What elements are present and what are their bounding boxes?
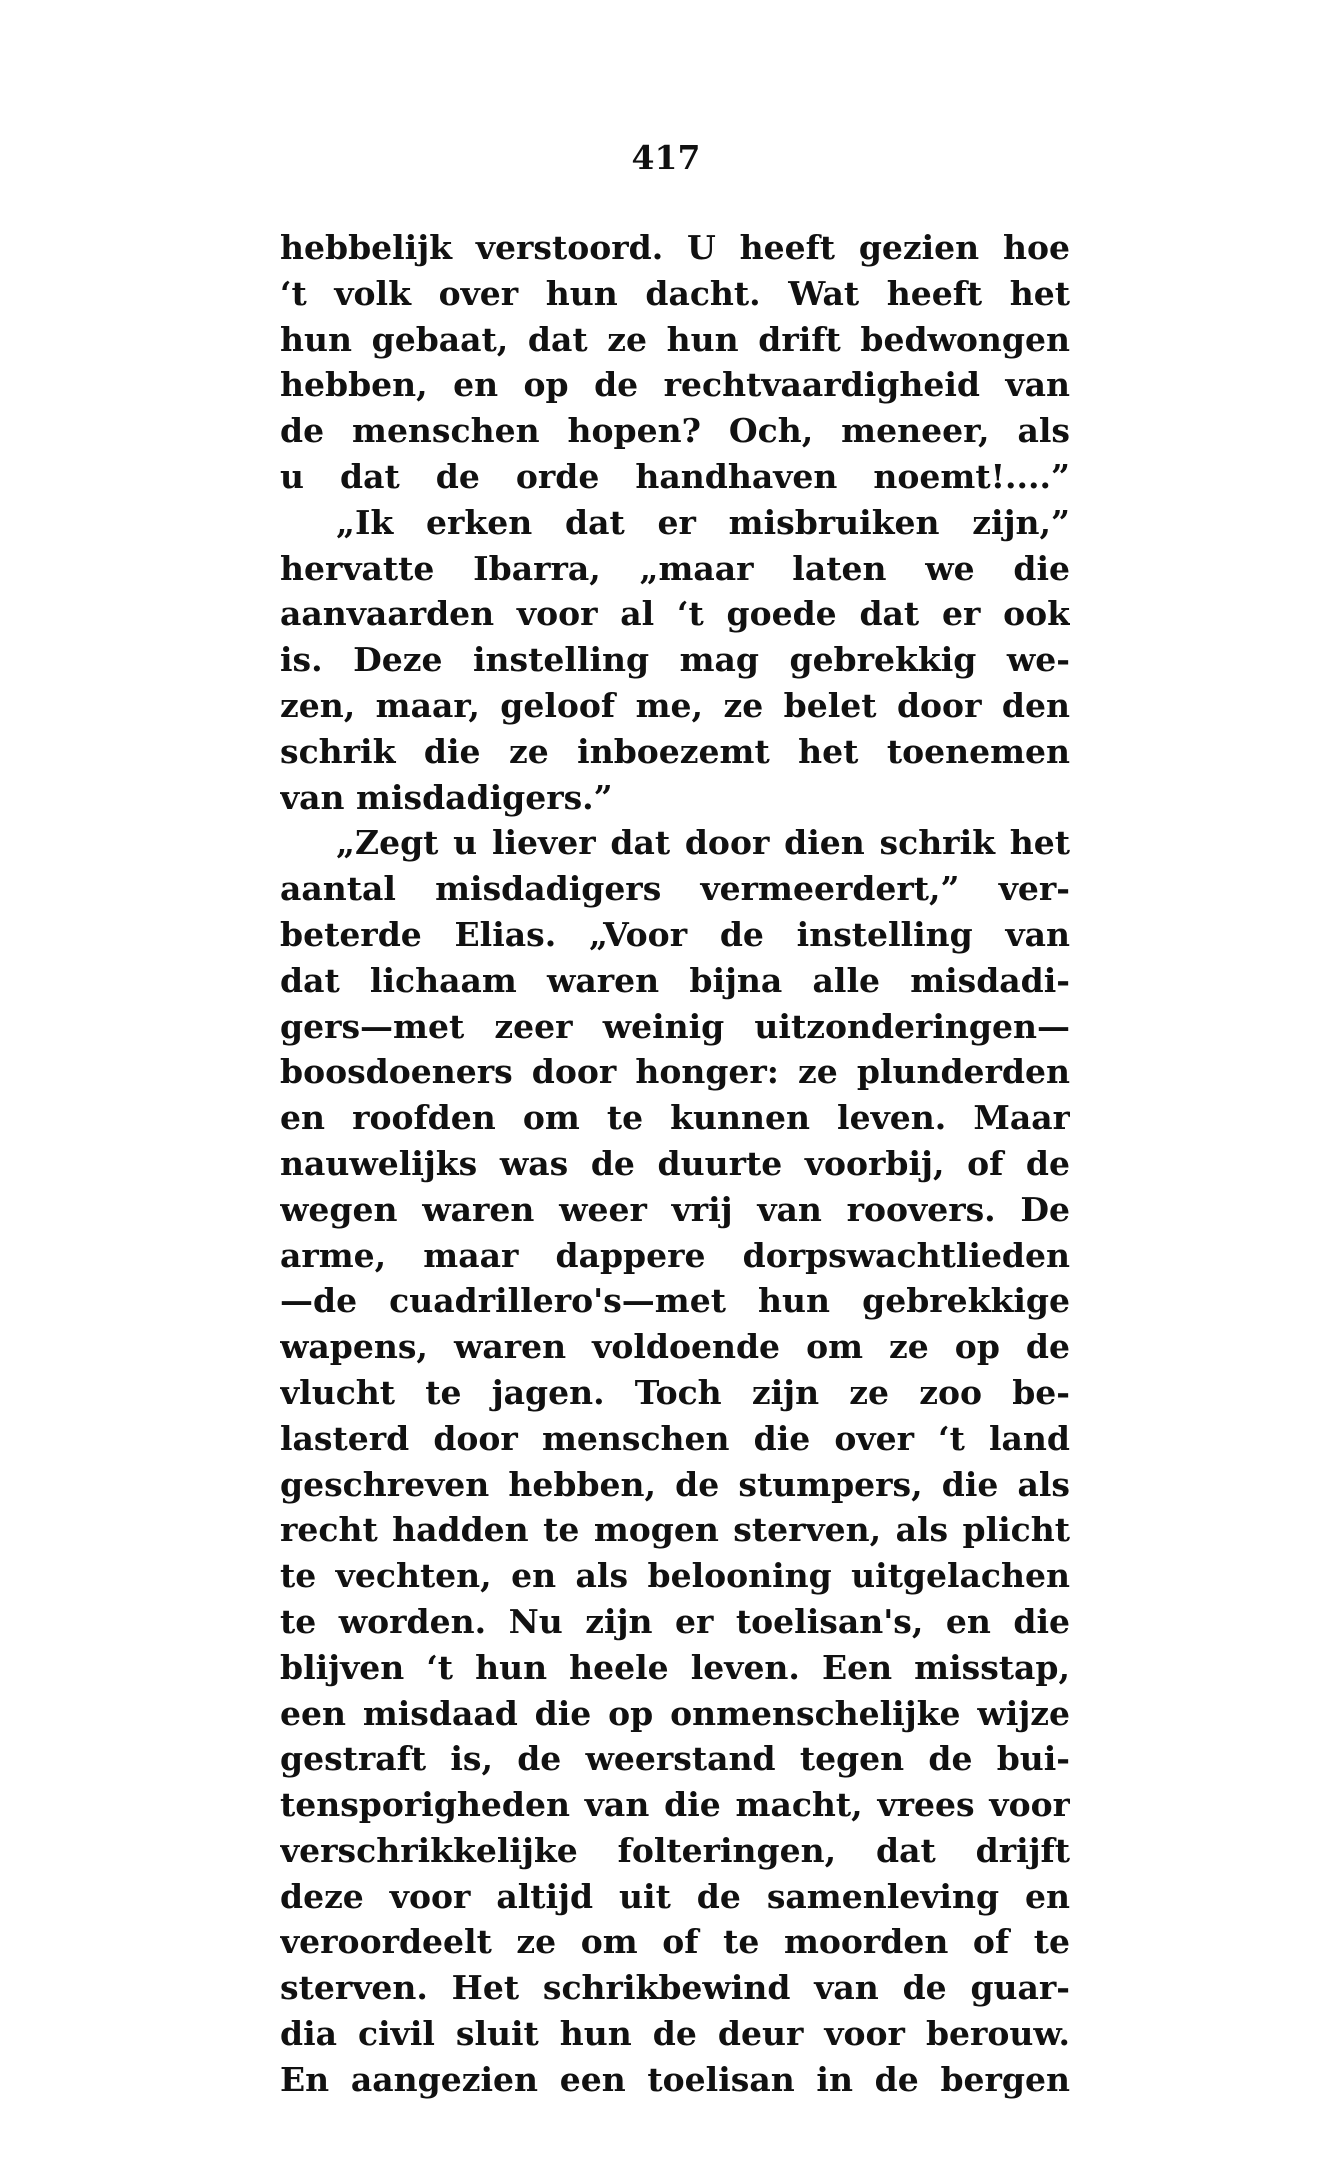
text-line: wapens, waren voldoende om ze op de — [280, 1327, 1070, 1367]
text-line: en roofden om te kunnen leven. Maar — [280, 1098, 1070, 1138]
text-line: beterde Elias. „Voor de instelling van — [280, 914, 1070, 954]
text-line: „Ik erken dat er misbruiken zijn,” — [336, 502, 1070, 542]
text-line: arme, maar dappere dorpswachtlieden — [280, 1235, 1070, 1275]
text-line: tensporigheden van die macht, vrees voor — [280, 1785, 1070, 1825]
page-number: 417 — [631, 138, 701, 177]
text-line: aanvaarden voor al ‘t goede dat er ook — [280, 594, 1070, 634]
text-line: veroordeelt ze om of te moorden of te — [280, 1922, 1070, 1962]
text-line: dia civil sluit hun de deur voor berouw. — [280, 2014, 1070, 2054]
text-line: hervatte Ibarra, „maar laten we die — [280, 548, 1070, 588]
text-line: boosdoeners door honger: ze plunderden — [280, 1052, 1070, 1092]
text-line: deze voor altijd uit de samenleving en — [280, 1876, 1070, 1916]
text-line: de menschen hopen? Och, meneer, als — [280, 411, 1070, 451]
text-line: „Zegt u liever dat door dien schrik het — [336, 823, 1070, 863]
text-line: verschrikkelijke folteringen, dat drijft — [280, 1830, 1070, 1870]
text-line: is. Deze instelling mag gebrekkig we- — [280, 640, 1070, 680]
text-line: ‘t volk over hun dacht. Wat heeft het — [280, 273, 1070, 313]
text-line: —de cuadrillero's—met hun gebrekkige — [280, 1281, 1070, 1321]
text-line: En aangezien een toelisan in de bergen — [280, 2059, 1070, 2099]
text-line: hun gebaat, dat ze hun drift bedwongen — [280, 319, 1070, 359]
text-line: schrik die ze inboezemt het toenemen — [280, 731, 1070, 771]
text-line: hebben, en op de rechtvaardigheid van — [280, 365, 1070, 405]
text-line: te vechten, en als belooning uitgelachen — [280, 1556, 1070, 1596]
text-line: van misdadigers.” — [280, 777, 613, 817]
text-line: een misdaad die op onmenschelijke wijze — [280, 1693, 1070, 1733]
text-line: lasterd door menschen die over ‘t land — [280, 1418, 1070, 1458]
text-line: aantal misdadigers vermeerdert,” ver- — [280, 869, 1070, 909]
text-line: blijven ‘t hun heele leven. Een misstap, — [280, 1647, 1070, 1687]
text-line: hebbelijk verstoord. U heeft gezien hoe — [280, 228, 1070, 267]
text-line: wegen waren weer vrij van roovers. De — [280, 1189, 1070, 1229]
text-line: nauwelijks was de duurte voorbij, of de — [280, 1143, 1070, 1183]
text-line: sterven. Het schrikbewind van de guar- — [280, 1968, 1070, 2008]
text-line: zen, maar, geloof me, ze belet door den — [280, 685, 1070, 725]
text-line: gestraft is, de weerstand tegen de bui- — [280, 1739, 1070, 1779]
text-line: vlucht te jagen. Toch zijn ze zoo be- — [280, 1372, 1070, 1412]
text-line: dat lichaam waren bijna alle misdadi- — [280, 960, 1070, 1000]
text-line: u dat de orde handhaven noemt!....” — [280, 456, 1070, 496]
text-line: te worden. Nu zijn er toelisan's, en die — [280, 1601, 1070, 1641]
text-line: recht hadden te mogen sterven, als plicht — [280, 1510, 1070, 1550]
text-line: gers—met zeer weinig uitzonderingen— — [280, 1006, 1070, 1046]
body-text — [280, 225, 1070, 2103]
text-line: geschreven hebben, de stumpers, die als — [280, 1464, 1070, 1504]
